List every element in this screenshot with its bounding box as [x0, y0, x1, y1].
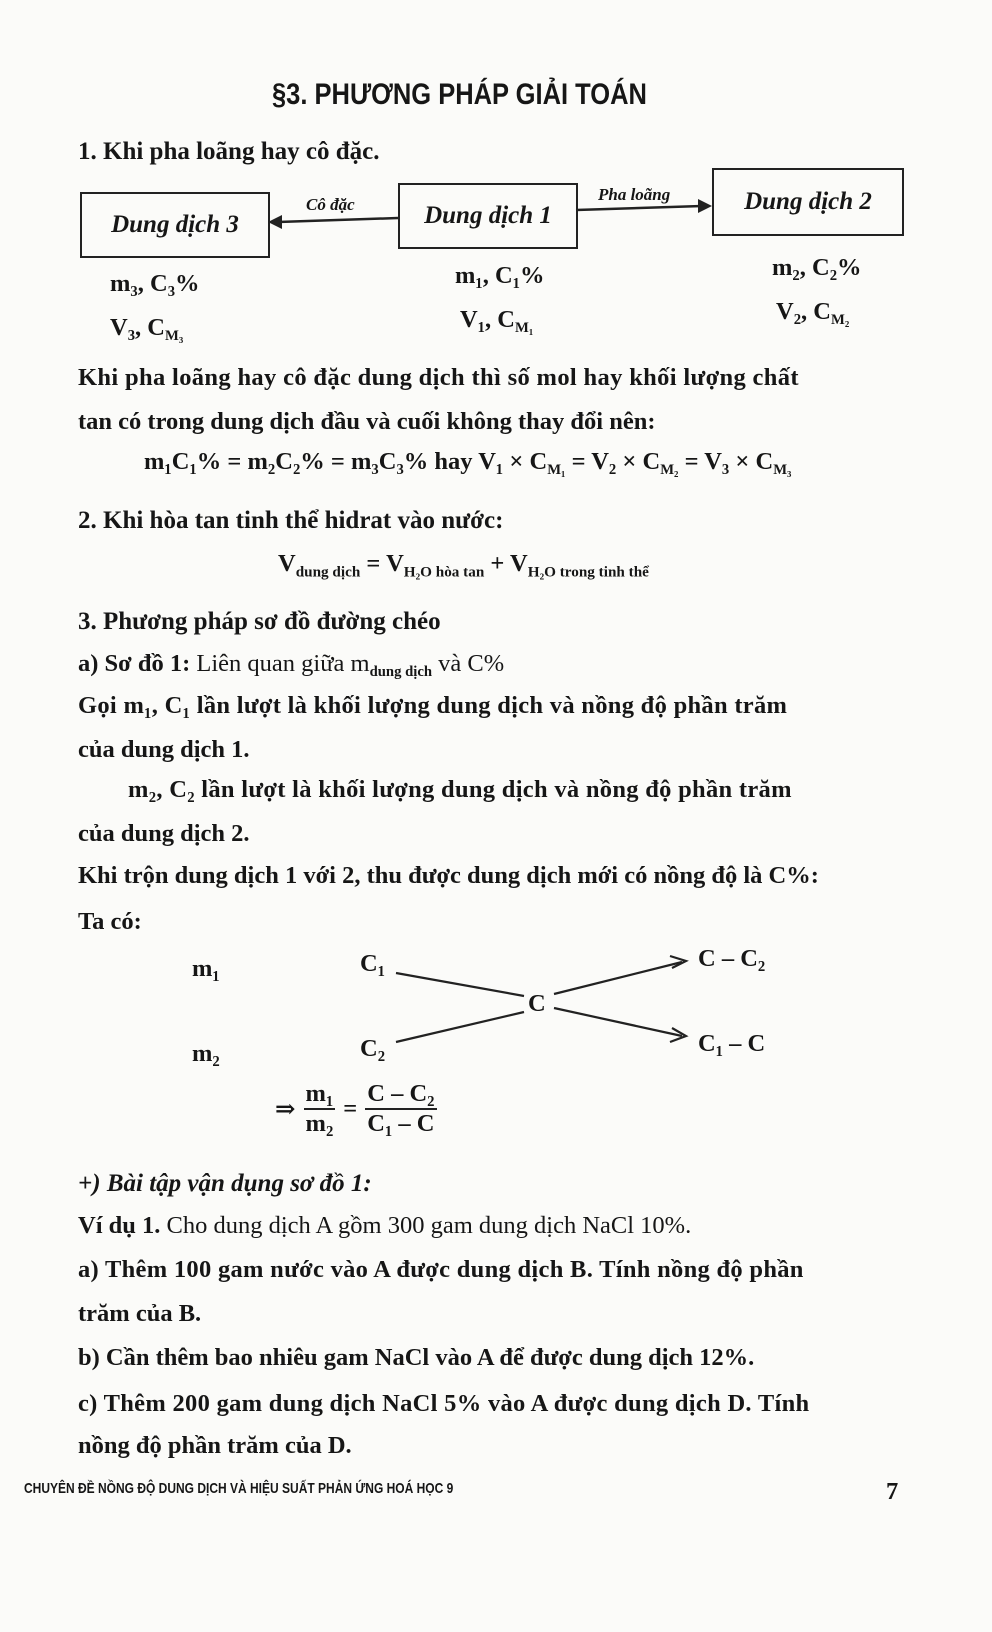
diag-r2: C₁ – C	[698, 1030, 766, 1057]
vars-1b: V₁, $C_{M_1}$	[460, 306, 534, 337]
box-dung-dich-3: Dung dịch 3	[80, 192, 270, 258]
heading-1: 1. Khi pha loãng hay cô đặc.	[78, 138, 380, 165]
section-title: §3. PHƯƠNG PHÁP GIẢI TOÁN	[272, 78, 647, 111]
box-dung-dich-2: Dung dịch 2	[712, 168, 904, 236]
formula-dilution: m₁C₁% = m₂C₂% = m₃C₃% hay $V_1 \times C_{M_1} = V_2 \times C_{M_2} = V_3 \times C_{M_3}$	[144, 448, 792, 479]
formula-hydrate: $V_{dung dịch} = V_{H_2O hòa tan} + V_{H_2O trong tinh thể}$	[278, 550, 649, 581]
example-a-2: trăm của B.	[78, 1300, 202, 1327]
vars-3a: m₃, C₃%	[110, 270, 200, 297]
page-number: 7	[886, 1478, 899, 1505]
diag-c: C	[528, 990, 546, 1017]
text-line: của dung dịch 1.	[78, 736, 250, 763]
vars-1a: m₁, C₁%	[455, 262, 545, 289]
vars-2b: V₂, $C_{M_2}$	[776, 298, 850, 329]
vars-2a: m₂, C₂%	[772, 254, 862, 281]
subheading-a: a) Sơ đồ 1: Liên quan giữa $m_{dung dịch}$ và C%	[78, 650, 505, 681]
example-a-1: a) Thêm 100 gam nước vào A được dung dịch B. Tính nồng độ phần	[78, 1256, 804, 1283]
diag-m2: m₂	[192, 1040, 220, 1067]
text-line: Khi trộn dung dịch 1 với 2, thu được dung dịch mới có nồng độ là C%:	[78, 862, 819, 889]
example-b: b) Cần thêm bao nhiêu gam NaCl vào A để được dung dịch 12%.	[78, 1344, 755, 1371]
example-1: Ví dụ 1. Cho dung dịch A gồm 300 gam dung dịch NaCl 10%.	[78, 1212, 692, 1239]
text-line: Ta có:	[78, 908, 142, 935]
diag-m1: m₁	[192, 955, 220, 982]
arrow-label-co-dac: Cô đặc	[306, 195, 355, 214]
exercise-heading: +) Bài tập vận dụng sơ đồ 1:	[78, 1170, 372, 1197]
arrow-label-pha-loang: Pha loãng	[598, 185, 671, 204]
para-2: tan có trong dung dịch đầu và cuối không thay đổi nên:	[78, 408, 656, 435]
diag-c1: C₁	[360, 950, 386, 977]
text-line: của dung dịch 2.	[78, 820, 250, 847]
heading-2: 2. Khi hòa tan tinh thể hidrat vào nước:	[78, 507, 504, 534]
diag-r1: C – C₂	[698, 945, 766, 972]
example-c-2: nồng độ phần trăm của D.	[78, 1432, 352, 1459]
example-c-1: c) Thêm 200 gam dung dịch NaCl 5% vào A được dung dịch D. Tính	[78, 1390, 810, 1417]
footer-book-title: CHUYÊN ĐỀ NỒNG ĐỘ DUNG DỊCH VÀ HIỆU SUẤT PHẢN ỨNG HOÁ HỌC 9	[24, 1480, 454, 1497]
ratio-formula: ⇒ $\frac{\text{m₁}}{\text{m₂}}$ = $\frac{\text{C – C₂}}{\text{C₁ – C}}$	[275, 1080, 435, 1137]
box-dung-dich-1: Dung dịch 1	[398, 183, 578, 249]
text-line: m₂, C₂ lần lượt là khối lượng dung dịch và nồng độ phần trăm	[128, 776, 792, 803]
vars-3b: V₃, $C_{M_3}$	[110, 314, 184, 345]
para-1: Khi pha loãng hay cô đặc dung dịch thì số mol hay khối lượng chất	[78, 364, 799, 391]
text-line: Gọi m₁, C₁ lần lượt là khối lượng dung dịch và nồng độ phần trăm	[78, 692, 788, 719]
heading-3: 3. Phương pháp sơ đồ đường chéo	[78, 608, 441, 635]
diag-c2: C₂	[360, 1035, 386, 1062]
